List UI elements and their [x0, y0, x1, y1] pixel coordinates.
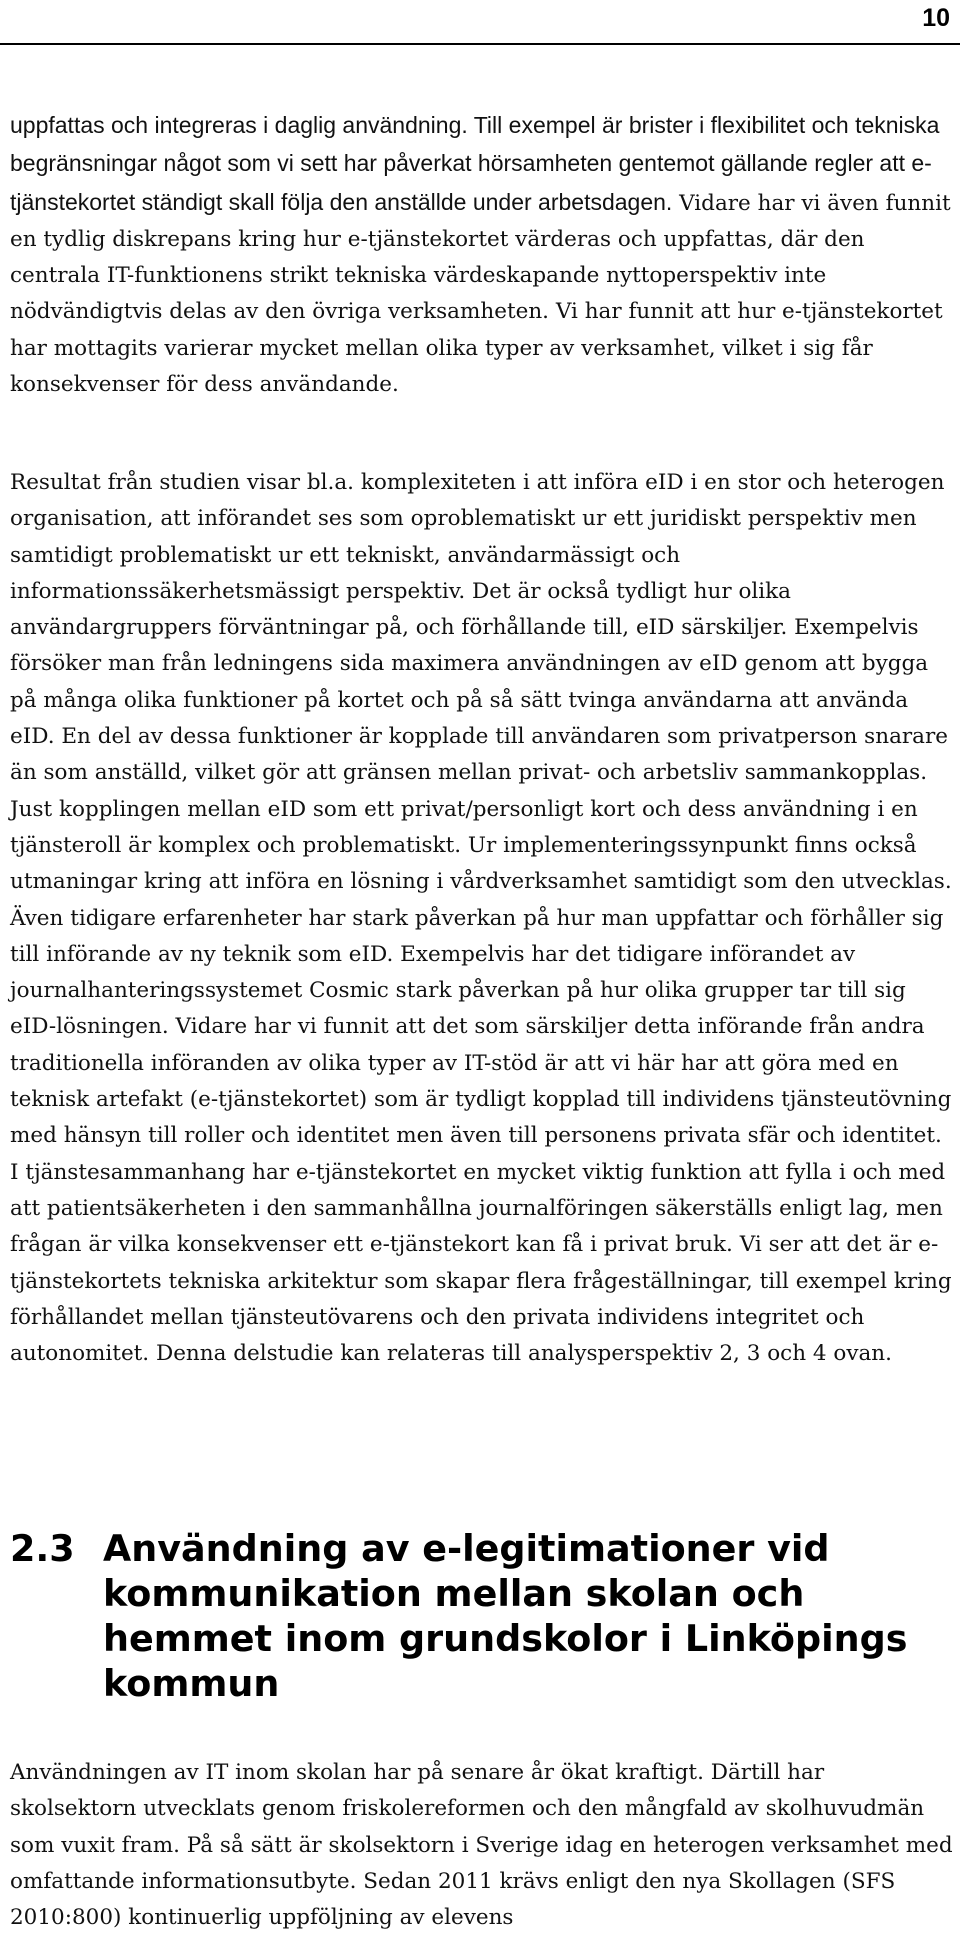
- paragraph-1-sans-text: uppfattas och integreras i daglig användning. Till exempel är brister i flexibilitet och tekniska begränsningar något som vi sett har påverkat hörsamheten gentemot gällande regler att e-tjänstekortet ständigt skall följa den anställde under arbetsdagen.: [10, 112, 940, 215]
- section-number: 2.3: [10, 1527, 75, 1570]
- section-heading: [10, 1526, 950, 1706]
- paragraph-1-serif-text: Vidare har vi även funnit en tydlig diskrepans kring hur e-tjänstekortet värderas och uppfattas, där den centrala IT-funktionens strikt tekniska värdeskapande nyttoperspektiv inte nödvändigtvis delas av den övriga verksamheten. Vi har funnit att hur e-tjänstekortet har mottagits varierar mycket mellan olika typer av verksamhet, vilket i sig får konsekvenser för dess användande.: [10, 190, 951, 398]
- body-paragraph-3: Användningen av IT inom skolan har på senare år ökat kraftigt. Därtill har skolsektorn utvecklats genom friskolereformen och den mångfald av skolhuvudmän som vuxit fram. På så sätt är skolsektorn i Sverige idag en heterogen verksamhet med omfattande informationsutbyte. Sedan 2011 krävs enligt den nya Skollagen (SFS 2010:800) kontinuerlig uppföljning av elevens: [10, 1760, 953, 1931]
- body-paragraph-1: [10, 107, 954, 403]
- section-title: Användning av e-legitimationer vid kommunikation mellan skolan och hemmet inom grundskolor i Linköpings kommun: [103, 1527, 908, 1705]
- header-rule: [0, 43, 960, 45]
- page-number: 10: [922, 4, 950, 32]
- body-paragraph-2: Resultat från studien visar bl.a. komplexiteten i att införa eID i en stor och heterogen organisation, att införandet ses som oproblematiskt ur ett juridiskt perspektiv men samtidigt problematiskt ur ett tekniskt, användarmässigt och informationssäkerhetsmässigt perspektiv. Det är också tydligt hur olika användargruppers förväntningar på, och förhållande till, eID särskiljer. Exempelvis försöker man från ledningens sida maximera användningen av eID genom att bygga på många olika funktioner på kortet och på så sätt tvinga användarna att använda eID. En del av dessa funktioner är kopplade till användaren som privatperson snarare än som anställd, vilket gör att gränsen mellan privat- och arbetsliv sammankopplas. Just kopplingen mellan eID som ett privat/personligt kort och dess användning i en tjänsteroll är komplex och problematiskt. Ur implementeringssynpunkt finns också utmaningar kring att införa en lösning i vårdverksamhet samtidigt som den utvecklas. Även tidigare erfarenheter har stark påverkan på hur man uppfattar och förhåller sig till införande av ny teknik som eID. Exempelvis har det tidigare införandet av journalhanteringssystemet Cosmic stark påverkan på hur olika grupper tar till sig eID-lösningen. Vidare har vi funnit att det som särskiljer detta införande från andra traditionella införanden av olika typer av IT-stöd är att vi här har att göra med en teknisk artefakt (e-tjänstekortet) som är tydligt kopplad till individens tjänsteutövning med hänsyn till roller och identitet men även till personens privata sfär och identitet. I tjänstesammanhang har e-tjänstekortet en mycket viktig funktion att fylla i och med att patientsäkerheten i den sammanhållna journalföringen säkerställs enligt lag, men frågan är vilka konsekvenser ett e-tjänstekort kan få i privat bruk. Vi ser att det är e-tjänstekortets tekniska arkitektur som skapar flera frågeställningar, till exempel kring förhållandet mellan tjänsteutövarens och den privata individens integritet och autonomitet. Denna delstudie kan relateras till analysperspektiv 2, 3 och 4 ovan.: [10, 470, 952, 1367]
